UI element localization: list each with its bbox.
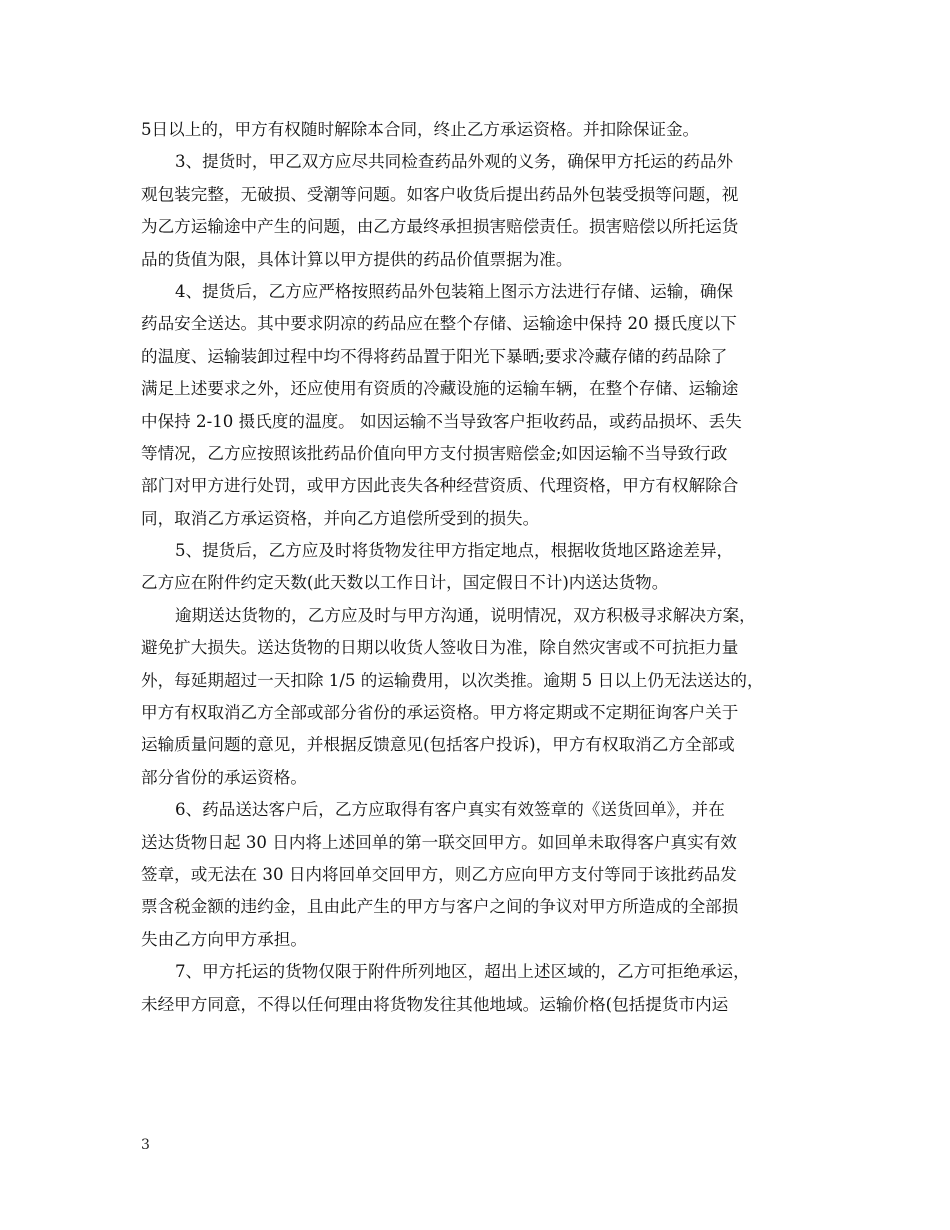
contract-body: [141, 114, 831, 1021]
text-line: 票含税金额的违约金，且由此产生的甲方与客户之间的争议对甲方所造成的全部损: [141, 897, 739, 917]
text-line: 同，取消乙方承运资格，并向乙方追偿所受到的损失。: [141, 508, 540, 528]
text-line: 逾期送达货物的，乙方应及时与甲方沟通，说明情况，双方积极寻求解决方案，: [175, 605, 756, 625]
text-line: 品的货值为限，具体计算以甲方提供的药品价值票据为准。: [141, 249, 573, 269]
text-line: 5日以上的，甲方有权随时解除本合同，终止乙方承运资格。并扣除保证金。: [141, 120, 700, 139]
text-line: 外，每延期超过一天扣除 1/5 的运输费用，以次类推。逾期 5 日以上仍无法送达的，: [141, 670, 764, 690]
text-line: 避免扩大损失。送达货物的日期以收货人签收日为准，除自然灾害或不可抗拒力量: [141, 638, 739, 658]
text-line: 5、提货后，乙方应及时将货物发往甲方指定地点，根据收货地区路途差异，: [175, 541, 734, 561]
text-line: 送达货物日起 30 日内将上述回单的第一联交回甲方。如回单未取得客户真实有效: [141, 832, 737, 852]
text-line: 失由乙方向甲方承担。: [141, 929, 307, 949]
text-line: 中保持 2-10 摄氏度的温度。 如因运输不当导致客户拒收药品，或药品损坏、丢失: [141, 411, 742, 431]
text-line: 乙方应在附件约定天数(此天数以工作日计，国定假日不计)内送达货物。: [141, 573, 669, 593]
text-line: 3、提货时，甲乙双方应尽共同检查药品外观的义务，确保甲方托运的药品外: [175, 152, 734, 172]
text-line: 7、甲方托运的货物仅限于附件所列地区，超出上述区域的，乙方可拒绝承运，: [175, 962, 750, 982]
text-line: 部分省份的承运资格。: [141, 767, 307, 787]
text-line: 满足上述要求之外，还应使用有资质的冷藏设施的运输车辆，在整个存储、运输途: [141, 379, 739, 399]
text-line: 签章，或无法在 30 日内将回单交回甲方，则乙方应向甲方支付等同于该批药品发: [141, 864, 737, 884]
text-line: 部门对甲方进行处罚，或甲方因此丧失各种经营资质、代理资格，甲方有权解除合: [141, 476, 739, 496]
text-line: 药品安全送达。其中要求阴凉的药品应在整个存储、运输途中保持 20 摄氏度以下: [141, 314, 737, 334]
text-line: 6、药品送达客户后，乙方应取得有客户真实有效签章的《送货回单》，并在: [175, 800, 725, 820]
page-number: 3: [141, 1137, 150, 1153]
text-line: 运输质量问题的意见，并根据反馈意见(包括客户投诉)，甲方有权取消乙方全部或: [141, 735, 735, 755]
text-line: 的温度、运输装卸过程中均不得将药品置于阳光下暴晒;要求冷藏存储的药品除了: [141, 346, 728, 366]
text-line: 甲方有权取消乙方全部或部分省份的承运资格。甲方将定期或不定期征询客户关于: [141, 703, 739, 723]
text-line: 为乙方运输途中产生的问题，由乙方最终承担损害赔偿责任。损害赔偿以所托运货: [141, 217, 739, 237]
text-line: 等情况，乙方应按照该批药品价值向甲方支付损害赔偿金;如因运输不当导致行政: [141, 443, 728, 463]
text-line: 未经甲方同意，不得以任何理由将货物发往其他地域。运输价格(包括提货市内运: [141, 994, 729, 1014]
text-line: 观包装完整，无破损、受潮等问题。如客户收货后提出药品外包装受损等问题，视: [141, 184, 739, 204]
text-line: 4、提货后，乙方应严格按照药品外包装箱上图示方法进行存储、运输，确保: [175, 281, 734, 301]
